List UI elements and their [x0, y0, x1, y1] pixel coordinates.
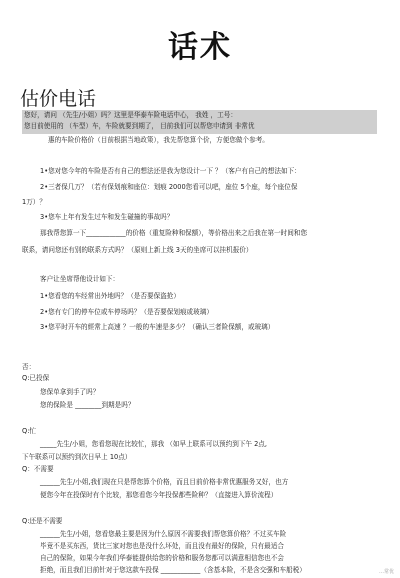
objection-insured-2: 您的保险是 ________到期是吗？ [40, 401, 135, 409]
objection-insured-1: 您保单拿到手了吗？ [40, 388, 100, 396]
objection-insured-label: Q:已投保 [22, 374, 50, 382]
intro-line-2: 您目前使用的 （车型）车，车险就要到期了， 目前我们可以帮您申请到 非常优 [24, 122, 255, 130]
question-3: 3•您车上年有发生过车和发生碰撞的事故吗？ [40, 213, 174, 221]
objection-unneeded-2: 便您今年在投保时有个比较，那您看您今年投保都些险种？（直接进入算价流程） [40, 491, 278, 499]
page-title: 话术 [168, 30, 232, 65]
design-heading: 客户让坐席帮他设计如下： [40, 275, 120, 283]
objection-still-4: 拒绝，而且我们目前针对于您这款车投保 ____________（含基本险，不是含交强和车船税） [40, 566, 306, 574]
objection-still-1: ______先生/小姐，您看您最主要是因为什么原因不需要我们帮您算价格？不过买车险 [40, 530, 287, 538]
design-item-1: 1•您看您的车经常出外地吗？（是否要保盗抢） [40, 292, 180, 300]
objection-unneeded-1: ______先生/小姐,我们现在只是帮您算个价格，而且目前价格非常优惠服务又好，也方 [40, 478, 289, 486]
objection-still-3: 自己的保险，如果今年我们华泰能提供给您的价格和服务您都可以满意相信您也不会 [40, 554, 284, 562]
question-4-cont: 联系，请问您还有别的联系方式吗？（原则上新上线 3天的坐席可以挂机报价） [22, 246, 253, 254]
objection-busy-2: 下午联系可以预约到次日早上 10点） [22, 453, 132, 461]
design-item-2: 2•您有专门的停车位或车停场吗？（是否要保划痕或玻璃） [40, 308, 213, 316]
question-2: 2•三者保几万？（若有保划痕和座位：划痕 2000您看可以吧，座位 5个座，每个座位保 [40, 183, 298, 191]
objection-busy-label: Q:忙 [22, 427, 37, 435]
design-item-3: 3•您平时开车的經常上高速 ？一般的车速是多少？（确认三者险保额，或玻璃） [40, 323, 275, 331]
question-4: 那我帮您算一下____________的价格（重复险种和保额），等价格出来之后我在第一时间和您 [40, 229, 308, 237]
question-2-cont: 1万）？ [22, 198, 46, 206]
objection-no: 否： [22, 363, 36, 371]
objection-unneeded-label: Q：不需要 [22, 465, 54, 473]
objection-still-label: Q:还是不需要 [22, 517, 63, 525]
question-1: 1•您对您今年的车险是否有自己的想法还是我为您设计一下 ？（客户有自己的想法如下： [40, 167, 301, 175]
page-corner-mark: …常优 [378, 569, 394, 575]
intro-line-1: 您好，请问 （先生/小姐）吗？这里是华泰车险电话中心， 我姓 ，工号： [24, 111, 237, 119]
objection-busy-1: _____先生/小姐，您看您现在比较忙，那我 （如早上联系可以预约到下午 2点, [40, 440, 268, 448]
section-title: 估价电话 [20, 88, 97, 110]
intro-line-3: 惠的车险价格价（目前根据当地政策），我先帮您算个价，方便您做个参考。 [48, 136, 269, 144]
objection-still-2: 毕竟不是买东西，货比三家对您也是没什么坏处，而且没有最好的保险，只有最适合 [40, 542, 284, 550]
